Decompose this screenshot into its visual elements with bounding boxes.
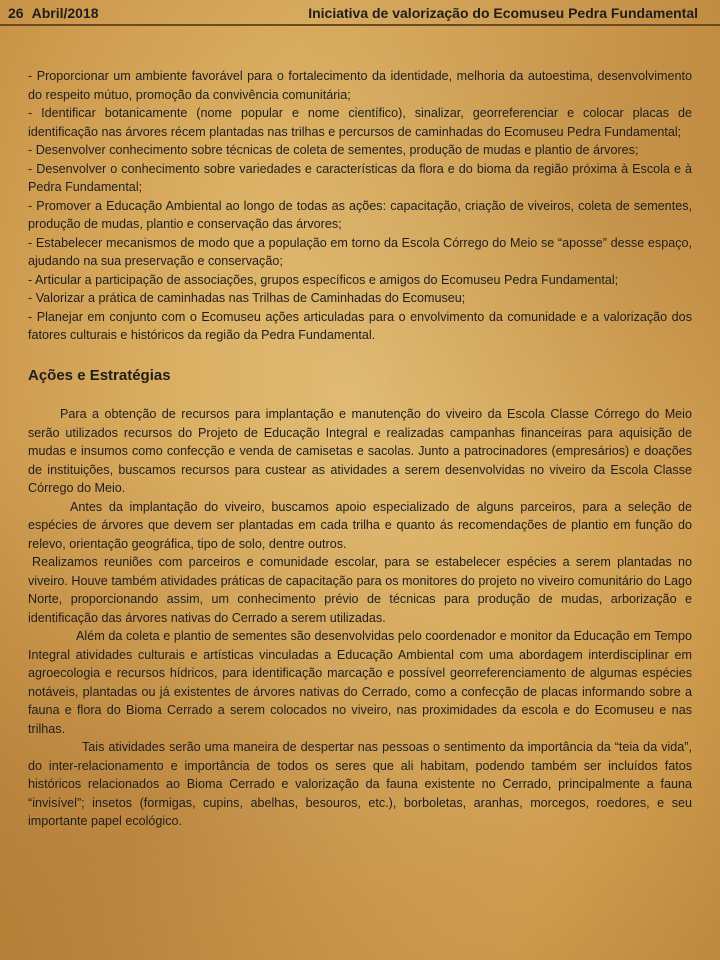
strategies-text — [28, 405, 692, 831]
objectives-list — [28, 67, 692, 345]
objective-item: - Promover a Educação Ambiental ao longo de todas as ações: capacitação, criação de viveiros, coleta de sementes, produção de mudas, plantio e conservação das árvores; — [28, 198, 692, 231]
objective-item: - Valorizar a prática de caminhadas nas Trilhas de Caminhadas do Ecomuseu; — [28, 291, 466, 305]
page-body — [28, 67, 692, 831]
objective-item: - Proporcionar um ambiente favorável para o fortalecimento da identidade, melhoria da autoestima, desenvolvimento do respeito mútuo, promoção da convivência comunitária; — [28, 69, 692, 102]
objective-item: - Planejar em conjunto com o Ecomuseu ações articuladas para o envolvimento da comunidade e a valorização dos fatores culturais e históricos da região da Pedra Fundamental. — [28, 309, 692, 342]
page-header — [0, 0, 720, 26]
section-heading: Ações e Estratégias — [28, 366, 171, 384]
body-paragraph: Antes da implantação do viveiro, buscamos apoio especializado de alguns parceiros, para a seleção de espécies de árvores que devem ser plantadas em cada trilha e quanto ás recomendações de plantio em função do relevo, orientação geográfica, tipo de solo, dentre outros. — [28, 499, 692, 551]
objective-item: - Estabelecer mecanismos de modo que a população em torno da Escola Córrego do Meio se “aposse” desse espaço, ajudando na sua preservação e conservação; — [28, 235, 692, 268]
objective-item: - Desenvolver o conhecimento sobre variedades e características da flora e do bioma da região próxima à Escola e à Pedra Fundamental; — [28, 161, 692, 194]
page-number-date — [8, 5, 107, 21]
objective-item: - Articular a participação de associações, grupos específicos e amigos do Ecomuseu Pedra Fundamental; — [28, 272, 619, 287]
body-paragraph: Para a obtenção de recursos para implantação e manutenção do viveiro da Escola Classe Córrego do Meio serão utilizados recursos do Projeto de Educação Integral e realizadas campanhas financeiras para aquisição de mudas e insumos como confecção e venda de camisetas e sacolas. Junto a patrocinadores (empresários) e doações de instituições, buscamos recursos para custear as atividades a serem desenvolvidas no viveiro da Escola Classe Córrego do Meio. — [28, 407, 692, 495]
objective-item: - Desenvolver conhecimento sobre técnicas de coleta de sementes, produção de mudas e plantio de árvores; — [28, 143, 639, 157]
issue-date: Abril/2018 — [31, 5, 99, 21]
body-paragraph: Realizamos reuniões com parceiros e comunidade escolar, para se estabelecer espécies a serem plantadas no viveiro. Houve também atividades práticas de capacitação para os monitores do projeto no viveiro comunitário do Lago Norte, proporcionando assim, um conhecimento prévio de técnicas para produção de mudas, arborização e identificação das árvores nativas do Cerrado a serem utilizadas. — [28, 555, 692, 625]
body-paragraph: Tais atividades serão uma maneira de despertar nas pessoas o sentimento da importância da “teia da vida”, do inter-relacionamento e importância de todos os seres que ali habitam, podendo também ser incluídos fatos históricos relacionados ao Bioma Cerrado e valorização da fauna existente no Cerrado, principalmente a fauna “invisível”; insetos (formigas, cupins, abelhas, besouros, etc.), borboletas, aranhas, morcegos, roedores, e seu importante papel ecológico. — [28, 740, 692, 828]
page-number: 26 — [8, 5, 24, 21]
body-paragraph: Além da coleta e plantio de sementes são desenvolvidas pelo coordenador e monitor da Educação em Tempo Integral atividades culturais e artísticas vinculadas a Educação Ambiental com uma abordagem interdisciplinar em agroecologia e recursos hídricos, para identificação marcação e possível georreferenciamento de algumas espécies notáveis, plantadas ou já existentes de árvores nativas do Cerrado, como a confecção de placas informando sobre a fauna e flora do Bioma Cerrado a serem colocados no viveiro, nas proximidades da escola e do Ecomuseu e nas trilhas. — [28, 629, 692, 736]
objective-item: - Identificar botanicamente (nome popular e nome científico), sinalizar, georreferenciar e colocar placas de identificação nas árvores récem plantadas nas trilhas e percursos de caminhadas do Ecomuseu Pedra Fundamental; — [28, 106, 692, 139]
header-title: Iniciativa de valorização do Ecomuseu Pedra Fundamental — [308, 5, 698, 21]
